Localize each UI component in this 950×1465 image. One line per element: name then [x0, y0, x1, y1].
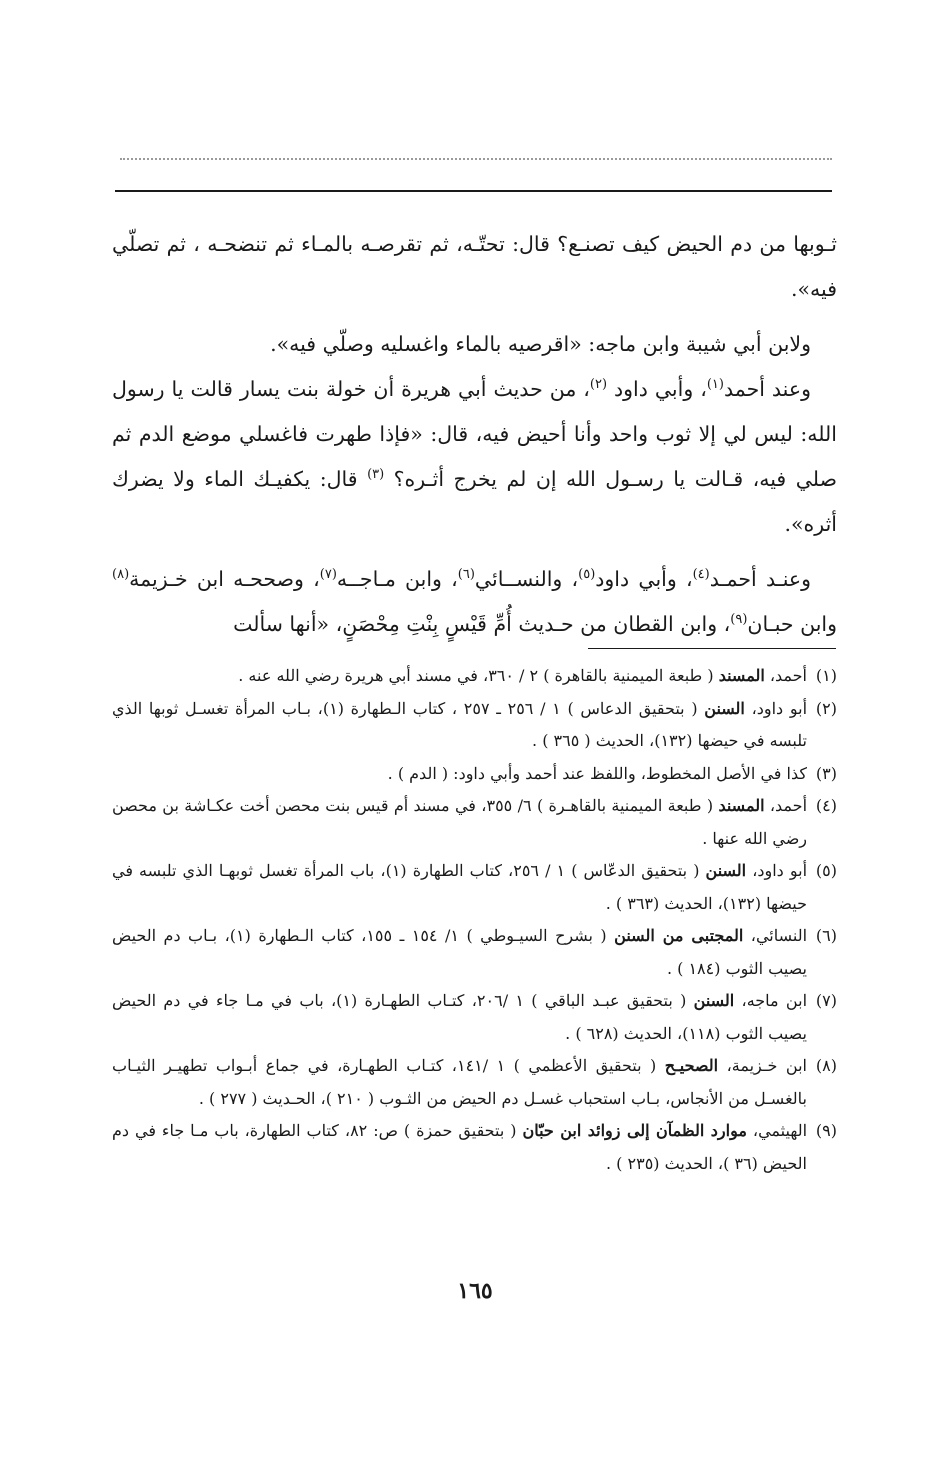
- footnote-number: (٧): [815, 991, 837, 1010]
- paragraph-3: [112, 367, 837, 547]
- paragraph-3-text-1: وعند أحمد: [723, 377, 812, 401]
- footnote-reference: ( بشرح السيـوطي ) ١/ ١٥٤ ـ ١٥٥، كتاب الـطهارة (١)، بـاب دم الحيض يصيب الثوب (١٨٤ ) .: [112, 926, 807, 978]
- footnote-reference: كذا في الأصل المخطوط، واللفظ عند أحمد وأبي داود: ( الدم ) .: [387, 763, 807, 783]
- footnote-reference: ( طبعة الميمنية بالقاهرة ) ٢ / ٣٦٠، في مسند أبي هريرة رضي الله عنه .: [238, 666, 719, 685]
- footnote-2: [112, 693, 837, 758]
- footnote-number: (٥): [815, 861, 837, 880]
- footnote-author: الهيثمي،: [746, 1121, 808, 1140]
- footnote-number: (٩): [815, 1121, 837, 1140]
- footnote-book-title: موارد الظمآن إلى زوائد ابن حبّان: [522, 1121, 747, 1140]
- header-dotted-line: [120, 158, 832, 160]
- paragraph-4-text-6: وابن حبـان: [747, 612, 837, 636]
- footnote-book-title: السنن: [693, 991, 735, 1010]
- paragraph-3-text-3: ، من حديث أبي هريرة أن خولة بنت يسار قالت يا رسول الله: ليس لي إلا ثوب واحد وأنا أحيض فيه، قال: «فإذا طهرت فاغسلي موضع الدم ثم صلي فيه، قـالت يا رسـول الله إن لم يخرج أثـره؟: [112, 377, 837, 491]
- footnote-ref-6: (٦): [457, 567, 475, 582]
- footnote-number: (٤): [815, 796, 837, 815]
- footnote-ref-5: (٥): [578, 567, 596, 582]
- footnote-reference: ( بتحقيق عبـد الباقي ) ١ /٢٠٦، كتـاب الطهـارة (١)، باب في مـا جاء في دم الحيض يصيب الثوب (١١٨)، الحديث (٦٢٨ ) .: [112, 991, 807, 1043]
- footnote-author: ابن خـزيمة،: [718, 1056, 807, 1075]
- paragraph-4-text-7: ، وابن القطان من حـديث أُمِّ قَيْسٍ بِنْتِ مِحْصَنٍ، «أنها سألت: [233, 612, 731, 636]
- footnote-number: (٨): [815, 1056, 837, 1075]
- footnote-book-title: المسند: [718, 796, 765, 815]
- footnote-3: [112, 758, 837, 791]
- footnote-number: (٢): [815, 698, 837, 718]
- footnote-book-title: السنن: [704, 698, 745, 718]
- footnote-ref-1: (١): [706, 377, 724, 392]
- footnote-ref-3: (٣): [367, 467, 385, 482]
- footnote-ref-9: (٩): [730, 612, 748, 627]
- footnote-book-title: الصحيـح: [664, 1056, 719, 1075]
- footnote-5: [112, 855, 837, 920]
- paragraph-4-text-1: وعنـد أحمـد: [709, 567, 812, 591]
- footnote-author: أبو داود،: [746, 861, 808, 880]
- footnote-number: (٦): [815, 926, 837, 945]
- footnote-author: أبو داود،: [744, 698, 808, 718]
- footnote-reference: ( بتحقيق حمزة ) ص: ٨٢، كتاب الطهارة، باب مـا جاء في دم الحيض (٣٦ )، الحديث (٢٣٥ ) .: [112, 1121, 807, 1173]
- footnote-number: (١): [815, 666, 837, 685]
- footnote-ref-7: (٧): [319, 567, 337, 582]
- paragraph-1: ثـوبها من دم الحيض كيف تصنـع؟ قال: تحتّـه، ثم تقرصـه بالمـاء ثم تنضحـه ، ثم تصلّي فيه».: [112, 232, 837, 301]
- footnote-book-title: المجتبى من السنن: [614, 926, 744, 945]
- footnote-ref-8: (٨): [112, 567, 130, 582]
- paragraph-4-text-3: ، والنســائي: [474, 567, 579, 591]
- footnote-ref-2: (٢): [589, 377, 608, 392]
- footnote-ref-4: (٤): [692, 567, 710, 582]
- footnote-book-title: السنن: [705, 861, 747, 880]
- footnote-author: أحمد،: [764, 666, 807, 685]
- footnote-reference: ( بتحقيق الأعظمي ) ١ /١٤١، كتـاب الطهـارة، في جماع أبـواب تطهيـر الثيـاب بالغسـل من الأنجاس، بـاب استحباب غسـل دم الحيض من الثـوب ( ٢١٠ )، الحـديث ( ٢٧٧ ) .: [112, 1056, 807, 1108]
- paragraph-4: [112, 557, 837, 647]
- footnote-9: [112, 1115, 837, 1180]
- footnote-reference: ( بتحقيق الدعاس ) ١ / ٢٥٦ ـ ٢٥٧ ، كتاب الـطهارة (١)، بـاب المرأة تغسـل ثوبها الذي تلبسه في حيضها (١٣٢)، الحديث ( ٣٦٥ ) .: [112, 698, 807, 750]
- footnote-author: النسائي،: [743, 926, 808, 945]
- page-number: ١٦٥: [457, 1278, 493, 1304]
- footnote-author: أحمد،: [764, 796, 808, 815]
- footnote-1: [112, 660, 837, 693]
- footnotes-section: [112, 660, 837, 1180]
- header-rule: [115, 190, 832, 192]
- paragraph-3-text-4: قال: يكفيـك الماء ولا يضرك أثره».: [112, 467, 837, 536]
- footnote-author: ابن ماجه،: [734, 991, 808, 1010]
- footnote-book-title: المسند: [718, 666, 765, 685]
- footnote-reference: ( طبعة الميمنية بالقاهـرة ) ٦/ ٣٥٥، في مسند أم قيس بنت محصن أخت عكـاشة بن محصن رضي الله عنها .: [112, 796, 807, 848]
- footnote-4: [112, 790, 837, 855]
- footnote-6: [112, 920, 837, 985]
- footnote-8: [112, 1050, 837, 1115]
- paragraph-4-text-2: ، وأبي داود: [595, 567, 693, 591]
- paragraph-4-text-5: ، وصححـه ابن خـزيمة: [129, 567, 320, 591]
- footnote-separator: [588, 648, 836, 649]
- footnote-reference: ( بتحقيق الدعّاس ) ١ / ٢٥٦، كتاب الطهارة (١)، باب المرأة تغسل ثوبهـا الذي تلبسه في حيضها (١٣٢)، الحديث (٣٦٣ ) .: [112, 861, 807, 913]
- paragraph-3-text-2: ، وأبي داود: [607, 377, 707, 401]
- footnote-number: (٣): [815, 763, 837, 783]
- paragraph-2: ولابن أبي شيبة وابن ماجه: «اقرصيه بالماء واغسليه وصلّي فيه».: [270, 332, 811, 356]
- footnote-7: [112, 985, 837, 1050]
- main-text-body: [112, 222, 837, 647]
- paragraph-4-text-4: ، وابن مـاجــه: [336, 567, 458, 591]
